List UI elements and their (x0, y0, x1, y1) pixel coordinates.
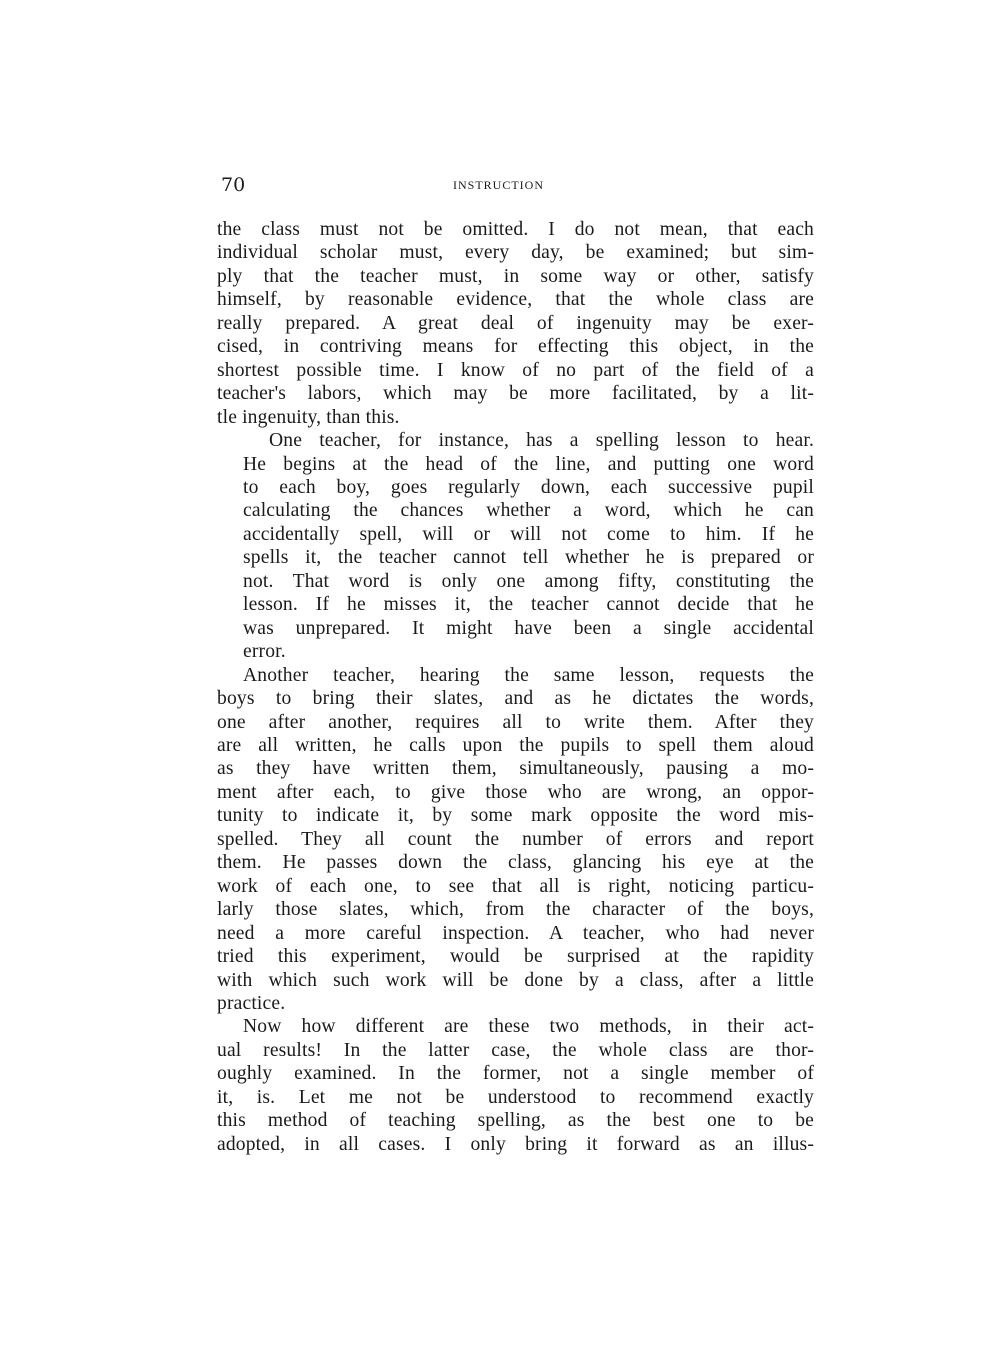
paragraph-3 (217, 664, 814, 1016)
text-line: as they have written them, simultaneously, pausing a mo- (217, 758, 814, 780)
text-line: it, is. Let me not be understood to recommend exactly (217, 1086, 814, 1108)
paragraph-2 (217, 429, 814, 664)
text-line: error. (243, 641, 286, 663)
text-line: are all written, he calls upon the pupils to spell them aloud (217, 734, 814, 756)
page-number: 70 (221, 174, 246, 196)
text-line: shortest possible time. I know of no part of the field of a (217, 359, 814, 381)
text-line: ual results! In the latter case, the whole class are thor- (217, 1039, 814, 1061)
text-line: tried this experiment, would be surprised at the rapidity (217, 946, 814, 968)
text-line: Now how different are these two methods, in their act- (243, 1016, 814, 1038)
text-line: larly those slates, which, from the character of the boys, (217, 899, 814, 921)
text-line: was unprepared. It might have been a single accidental (243, 617, 814, 639)
text-line: practice. (217, 992, 286, 1014)
text-line: teacher's labors, which may be more facilitated, by a lit- (217, 383, 814, 405)
text-line: ply that the teacher must, in some way or other, satisfy (217, 265, 814, 287)
paragraph-4 (217, 1015, 814, 1156)
text-line: ment after each, to give those who are wrong, an oppor- (217, 781, 814, 803)
text-line: tunity to indicate it, by some mark opposite the word mis- (217, 805, 814, 827)
text-line: One teacher, for instance, has a spelling lesson to hear. (269, 430, 814, 452)
text-line: oughly examined. In the former, not a single member of (217, 1063, 814, 1085)
text-line: adopted, in all cases. I only bring it forward as an illus- (217, 1133, 814, 1155)
text-line: need a more careful inspection. A teacher, who had never (217, 922, 814, 944)
text-line: to each boy, goes regularly down, each successive pupil (243, 476, 814, 498)
page-body (217, 218, 814, 1156)
text-line: tle ingenuity, than this. (217, 406, 400, 428)
text-line: accidentally spell, will or will not come to him. If he (243, 523, 814, 545)
text-line: the class must not be omitted. I do not mean, that each (217, 219, 814, 240)
text-line: them. He passes down the class, glancing his eye at the (217, 852, 814, 874)
text-line: himself, by reasonable evidence, that the whole class are (217, 289, 814, 311)
text-line: cised, in contriving means for effecting this object, in the (217, 336, 814, 358)
text-line: spelled. They all count the number of errors and report (217, 828, 814, 850)
paragraph-1 (217, 218, 814, 429)
text-line: this method of teaching spelling, as the best one to be (217, 1110, 814, 1132)
text-line: one after another, requires all to write them. After they (217, 711, 814, 733)
text-line: lesson. If he misses it, the teacher cannot decide that he (243, 594, 814, 616)
text-line: He begins at the head of the line, and putting one word (243, 453, 814, 475)
text-line: individual scholar must, every day, be examined; but sim- (217, 242, 814, 264)
text-line: with which such work will be done by a class, after a little (217, 969, 814, 991)
text-line: work of each one, to see that all is right, noticing particu- (217, 875, 814, 897)
text-line: calculating the chances whether a word, which he can (243, 500, 814, 522)
text-line: boys to bring their slates, and as he dictates the words, (217, 688, 814, 710)
text-line: Another teacher, hearing the same lesson, requests the (243, 664, 814, 686)
text-line: spells it, the teacher cannot tell whether he is prepared or (243, 547, 814, 569)
text-line: not. That word is only one among fifty, constituting the (243, 570, 814, 592)
text-line: really prepared. A great deal of ingenuity may be exer- (217, 312, 814, 334)
running-head: INSTRUCTION (453, 178, 544, 192)
